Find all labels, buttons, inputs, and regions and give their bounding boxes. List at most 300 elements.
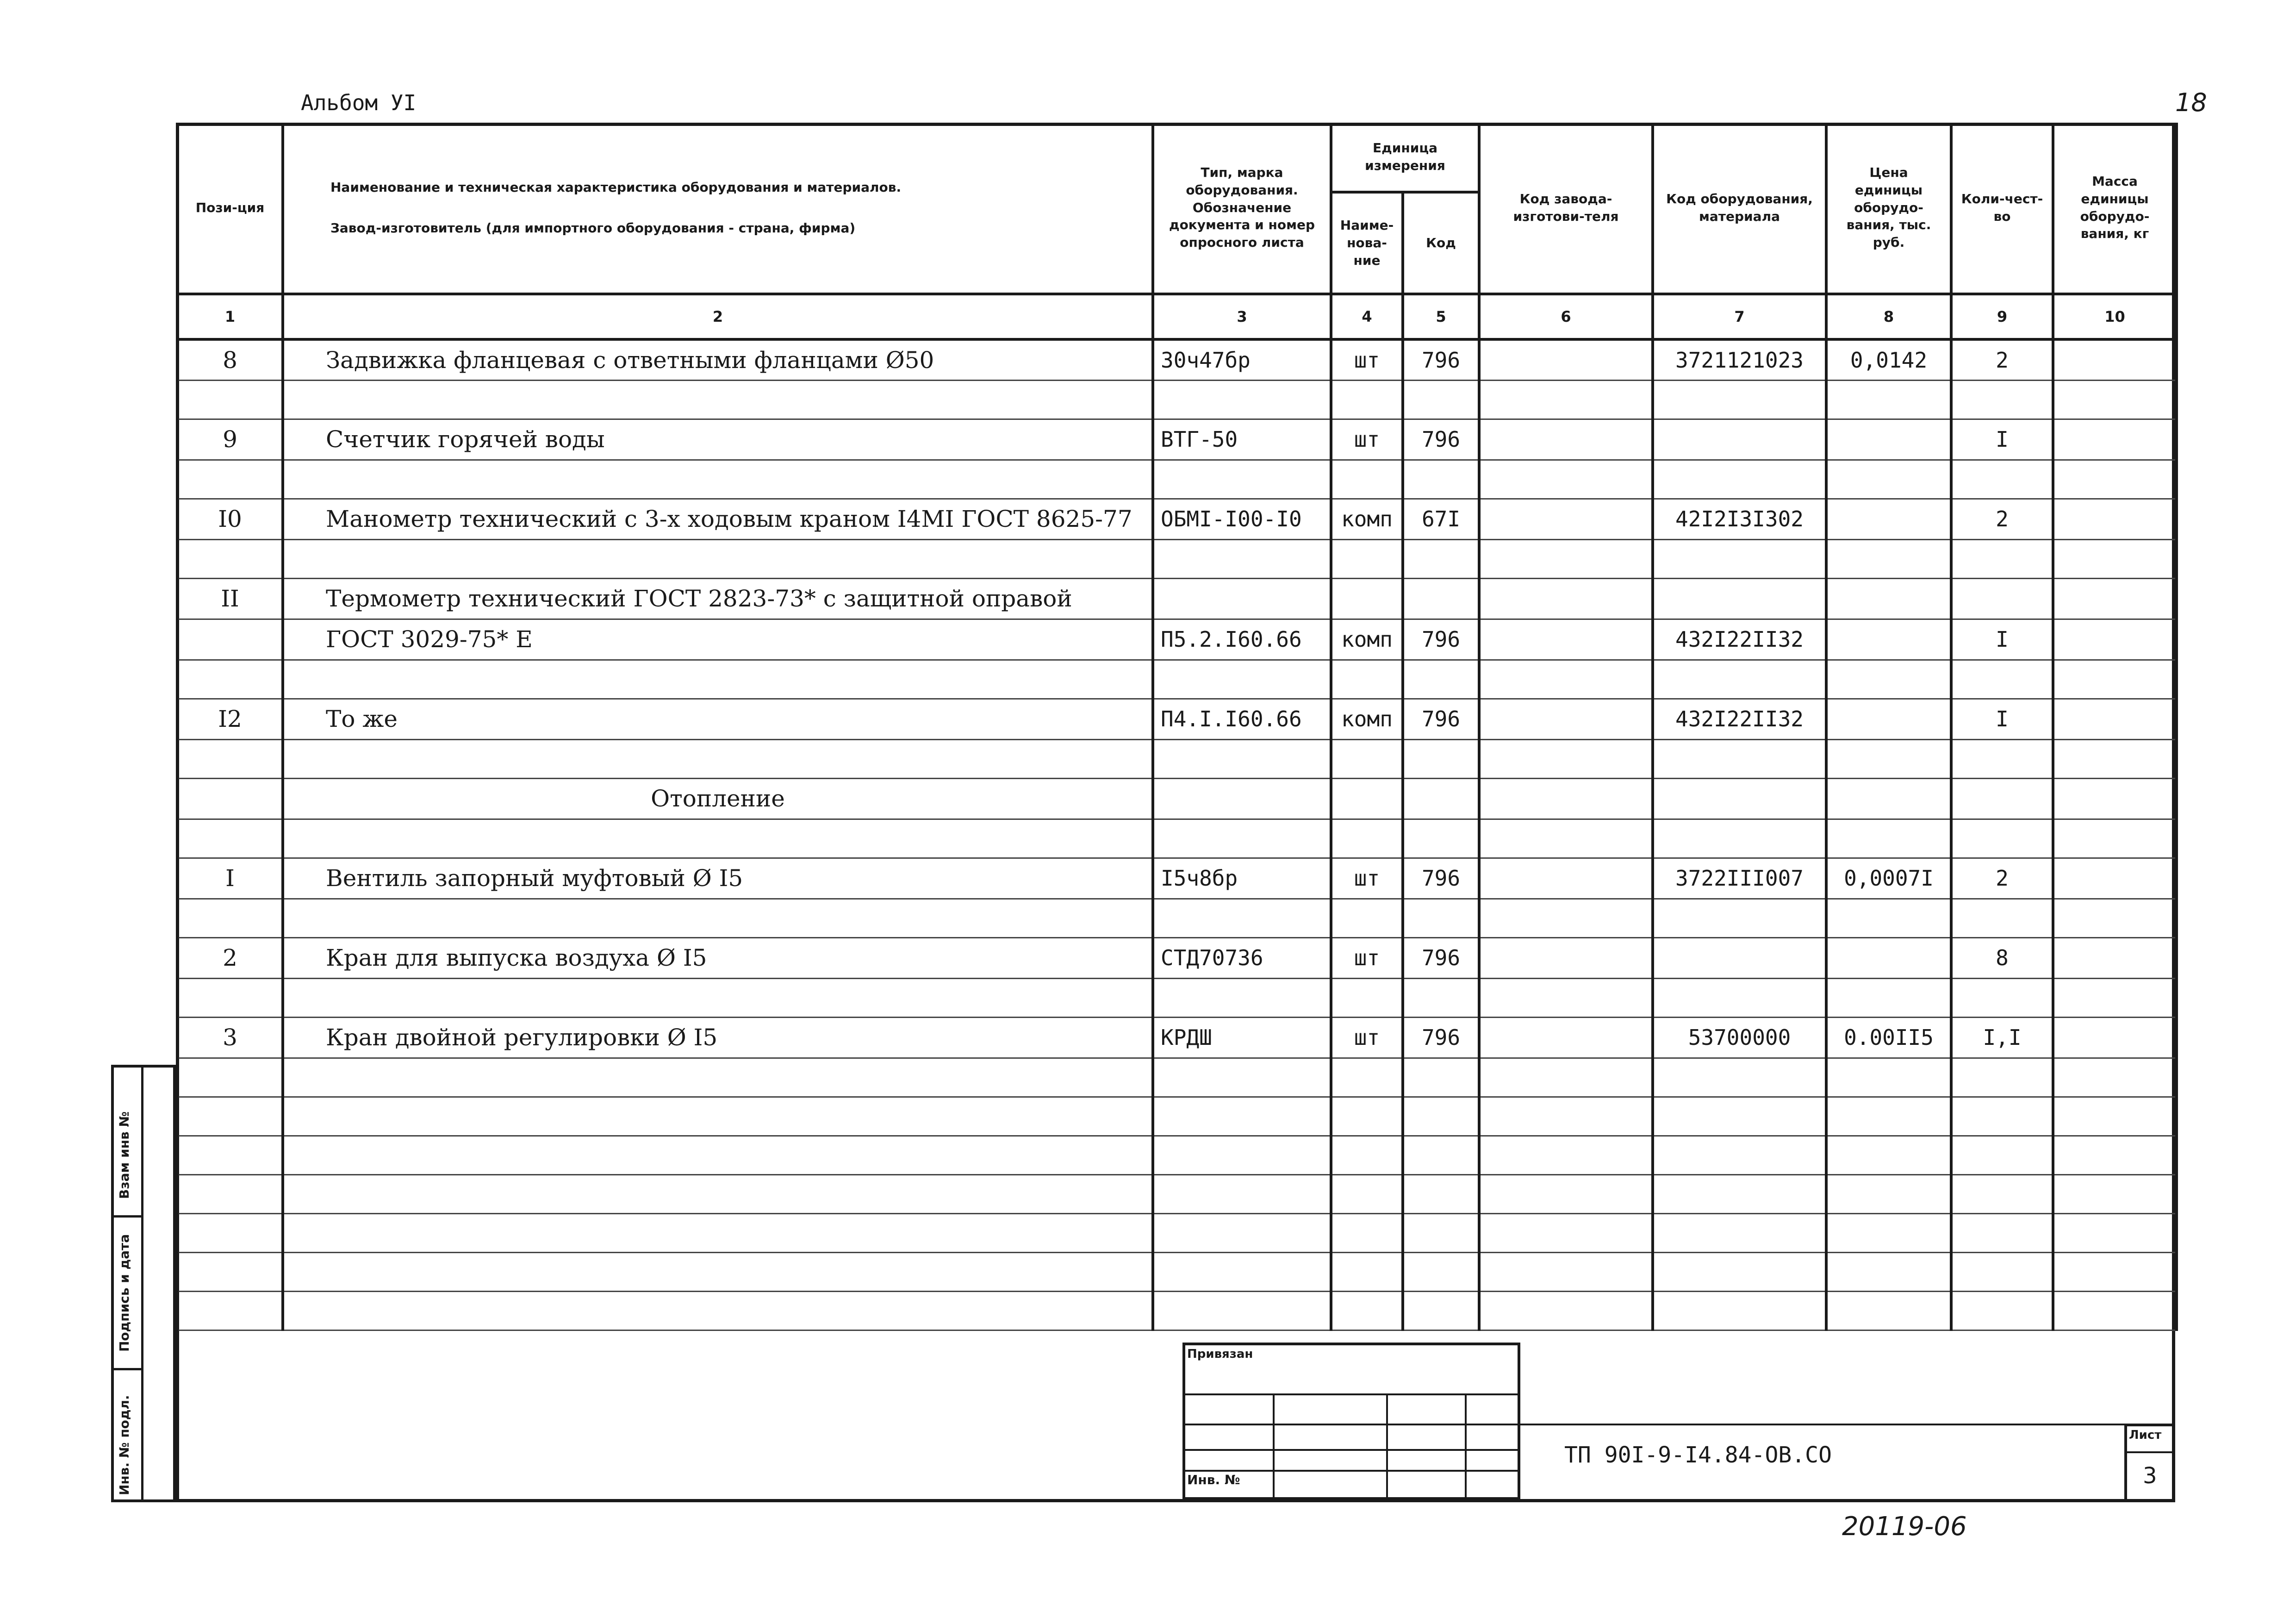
cell-type <box>1153 578 1331 619</box>
cell-qty: 8 <box>1951 937 2053 978</box>
cell-pos: I <box>177 858 283 899</box>
empty-cell <box>1403 460 1479 499</box>
stamp-rule <box>1273 1393 1275 1500</box>
empty-cell <box>1653 978 1826 1017</box>
empty-cell <box>1403 1097 1479 1136</box>
empty-cell <box>2053 380 2177 419</box>
empty-cell <box>2053 899 2177 937</box>
empty-cell <box>1826 660 1951 699</box>
empty-cell <box>1653 1174 1826 1213</box>
col-number: 4 <box>1331 294 1403 339</box>
header-position: Пози-ция <box>177 123 283 294</box>
cell-ucode: 796 <box>1403 339 1479 380</box>
empty-cell <box>1331 660 1403 699</box>
cell-unit <box>1331 778 1403 819</box>
empty-cell <box>1479 1058 1653 1097</box>
empty-cell <box>1331 1291 1403 1330</box>
empty-cell <box>177 1136 283 1174</box>
empty-cell <box>1826 1058 1951 1097</box>
empty-cell <box>1951 1213 2053 1252</box>
empty-cell <box>283 660 1153 699</box>
blank-row <box>177 1097 2177 1136</box>
empty-cell <box>1479 660 1653 699</box>
empty-cell <box>1479 899 1653 937</box>
empty-cell <box>177 460 283 499</box>
empty-cell <box>1331 1252 1403 1291</box>
blank-row <box>177 1291 2177 1330</box>
empty-cell <box>1403 539 1479 578</box>
cell-mcode <box>1479 699 1653 739</box>
header-equipment-code: Код оборудования, материала <box>1653 123 1826 294</box>
cell-qty: 2 <box>1951 339 2053 380</box>
empty-cell <box>1331 819 1403 858</box>
cell-price: 0,0007I <box>1826 858 1951 899</box>
cell-qty: 2 <box>1951 858 2053 899</box>
cell-mass <box>2053 699 2177 739</box>
stamp-rule <box>1386 1393 1388 1500</box>
empty-cell <box>1951 978 2053 1017</box>
cell-mcode <box>1479 1017 1653 1058</box>
sheet-label: Лист <box>2129 1428 2162 1442</box>
empty-cell <box>2053 1252 2177 1291</box>
empty-cell <box>2053 1097 2177 1136</box>
cell-name: Вентиль запорный муфтовый Ø I5 <box>283 858 1153 899</box>
empty-cell <box>2053 1058 2177 1097</box>
empty-cell <box>283 978 1153 1017</box>
empty-cell <box>1331 739 1403 778</box>
empty-cell <box>1403 1174 1479 1213</box>
cell-pos: 9 <box>177 419 283 460</box>
cell-mass <box>2053 499 2177 539</box>
empty-cell <box>1826 1136 1951 1174</box>
cell-mcode <box>1479 339 1653 380</box>
stamp-rule <box>1185 1424 1518 1425</box>
empty-cell <box>1153 1058 1331 1097</box>
cell-qty: 2 <box>1951 499 2053 539</box>
cell-qty: I <box>1951 419 2053 460</box>
cell-qty: I <box>1951 699 2053 739</box>
spacer-row <box>177 899 2177 937</box>
side-label-inv: Инв. № подл. <box>117 1395 132 1495</box>
empty-cell <box>1951 660 2053 699</box>
col-number: 9 <box>1951 294 2053 339</box>
cell-eqcode: 432I22II32 <box>1653 619 1826 660</box>
blank-row <box>177 1174 2177 1213</box>
cell-price <box>1826 419 1951 460</box>
empty-cell <box>1826 1291 1951 1330</box>
cell-mass <box>2053 858 2177 899</box>
empty-cell <box>1403 819 1479 858</box>
header-unit: Единица измерения <box>1331 123 1479 192</box>
header-unit-code: Код <box>1403 192 1479 294</box>
empty-cell <box>1653 739 1826 778</box>
empty-cell <box>1951 1136 2053 1174</box>
empty-cell <box>1951 1058 2053 1097</box>
cell-price <box>1826 619 1951 660</box>
col-number: 2 <box>283 294 1153 339</box>
cell-qty: I,I <box>1951 1017 2053 1058</box>
empty-cell <box>2053 460 2177 499</box>
table-row <box>177 499 2177 539</box>
album-title: Альбом УI <box>301 90 417 115</box>
cell-type: I5ч8бр <box>1153 858 1331 899</box>
table-row <box>177 578 2177 619</box>
cell-price <box>1826 699 1951 739</box>
cell-pos: 8 <box>177 339 283 380</box>
cell-mass <box>2053 778 2177 819</box>
empty-cell <box>1331 1213 1403 1252</box>
empty-cell <box>2053 978 2177 1017</box>
empty-cell <box>1951 1252 2053 1291</box>
empty-cell <box>1951 819 2053 858</box>
empty-cell <box>1826 1252 1951 1291</box>
empty-cell <box>1479 739 1653 778</box>
empty-cell <box>283 460 1153 499</box>
empty-cell <box>1153 460 1331 499</box>
empty-cell <box>177 978 283 1017</box>
cell-ucode: 796 <box>1403 619 1479 660</box>
cell-eqcode <box>1653 778 1826 819</box>
empty-cell <box>1653 1136 1826 1174</box>
empty-cell <box>1479 1213 1653 1252</box>
empty-cell <box>2053 539 2177 578</box>
empty-cell <box>283 1291 1153 1330</box>
cell-mcode <box>1479 419 1653 460</box>
empty-cell <box>283 380 1153 419</box>
empty-cell <box>1153 819 1331 858</box>
spacer-row <box>177 539 2177 578</box>
cell-name: Манометр технический с 3-х ходовым краном I4MI ГОСТ 8625-77 <box>283 499 1153 539</box>
cell-name: Термометр технический ГОСТ 2823-73* с защитной оправой <box>283 578 1153 619</box>
cell-mcode <box>1479 778 1653 819</box>
spacer-row <box>177 660 2177 699</box>
spacer-row <box>177 460 2177 499</box>
empty-cell <box>1826 819 1951 858</box>
spacer-row <box>177 1058 2177 1097</box>
empty-cell <box>1479 380 1653 419</box>
empty-cell <box>1479 978 1653 1017</box>
spacer-row <box>177 819 2177 858</box>
cell-name: Отопление <box>283 778 1153 819</box>
empty-cell <box>1951 1291 2053 1330</box>
col-number: 6 <box>1479 294 1653 339</box>
cell-mass <box>2053 419 2177 460</box>
cell-ucode: 796 <box>1403 419 1479 460</box>
cell-qty: I <box>1951 619 2053 660</box>
stamp-rule <box>1185 1470 1518 1472</box>
cell-type: П5.2.I60.66 <box>1153 619 1331 660</box>
empty-cell <box>1403 660 1479 699</box>
stamp-header: Привязан <box>1187 1347 1253 1361</box>
cell-unit: шт <box>1331 339 1403 380</box>
empty-cell <box>2053 1174 2177 1213</box>
cell-ucode <box>1403 578 1479 619</box>
empty-cell <box>1331 1097 1403 1136</box>
empty-cell <box>1479 1252 1653 1291</box>
empty-cell <box>1826 739 1951 778</box>
empty-cell <box>1153 380 1331 419</box>
empty-cell <box>1403 1291 1479 1330</box>
cell-price <box>1826 499 1951 539</box>
header-maker-code: Код завода-изготови-теля <box>1479 123 1653 294</box>
spacer-row <box>177 380 2177 419</box>
cell-ucode: 796 <box>1403 1017 1479 1058</box>
cell-ucode: 67I <box>1403 499 1479 539</box>
cell-unit: шт <box>1331 858 1403 899</box>
empty-cell <box>1479 1174 1653 1213</box>
cell-ucode <box>1403 778 1479 819</box>
cell-name: Задвижка фланцевая с ответными фланцами Ø50 <box>283 339 1153 380</box>
empty-cell <box>1826 1213 1951 1252</box>
cell-name: Счетчик горячей воды <box>283 419 1153 460</box>
empty-cell <box>1653 1252 1826 1291</box>
table-row <box>177 778 2177 819</box>
stamp-rule <box>1465 1393 1467 1500</box>
empty-cell <box>1653 660 1826 699</box>
cell-eqcode: 3722III007 <box>1653 858 1826 899</box>
cell-pos <box>177 619 283 660</box>
cell-pos: I0 <box>177 499 283 539</box>
blank-row <box>177 1136 2177 1174</box>
empty-cell <box>177 819 283 858</box>
blank-row <box>177 1252 2177 1291</box>
empty-cell <box>1826 1097 1951 1136</box>
empty-cell <box>1479 539 1653 578</box>
side-label-vzam: Взам инв № <box>117 1111 132 1199</box>
cell-unit: шт <box>1331 1017 1403 1058</box>
cell-mass <box>2053 937 2177 978</box>
empty-cell <box>1153 739 1331 778</box>
empty-cell <box>1653 819 1826 858</box>
cell-eqcode: 42I2I3I302 <box>1653 499 1826 539</box>
header-type: Тип, марка оборудования. Обозначение документа и номер опросного листа <box>1153 123 1331 294</box>
empty-cell <box>2053 819 2177 858</box>
empty-cell <box>283 819 1153 858</box>
empty-cell <box>177 1252 283 1291</box>
empty-cell <box>1403 1058 1479 1097</box>
header-unit-name: Наиме-нова-ние <box>1331 192 1403 294</box>
empty-cell <box>1653 899 1826 937</box>
empty-cell <box>1826 380 1951 419</box>
empty-cell <box>1653 1058 1826 1097</box>
cell-qty <box>1951 778 2053 819</box>
cell-ucode: 796 <box>1403 699 1479 739</box>
empty-cell <box>1826 1174 1951 1213</box>
empty-cell <box>177 1291 283 1330</box>
empty-cell <box>1331 539 1403 578</box>
spacer-row <box>177 978 2177 1017</box>
cell-mcode <box>1479 937 1653 978</box>
empty-cell <box>1951 1174 2053 1213</box>
cell-eqcode <box>1653 419 1826 460</box>
empty-cell <box>1951 380 2053 419</box>
cell-type: ОБМI-I00-I0 <box>1153 499 1331 539</box>
empty-cell <box>1331 978 1403 1017</box>
cell-eqcode: 53700000 <box>1653 1017 1826 1058</box>
empty-cell <box>1153 1097 1331 1136</box>
cell-unit: шт <box>1331 937 1403 978</box>
sheet-rule <box>2124 1451 2175 1453</box>
stamp-rule <box>1185 1393 1518 1395</box>
empty-cell <box>1403 1136 1479 1174</box>
empty-cell <box>1153 660 1331 699</box>
empty-cell <box>177 1213 283 1252</box>
empty-cell <box>177 1097 283 1136</box>
cell-type: СТД70736 <box>1153 937 1331 978</box>
header-mass: Масса единицы оборудо-вания, кг <box>2053 123 2177 294</box>
empty-cell <box>2053 1213 2177 1252</box>
empty-cell <box>177 660 283 699</box>
empty-cell <box>177 380 283 419</box>
empty-cell <box>283 1058 1153 1097</box>
empty-cell <box>1826 899 1951 937</box>
cell-name: Кран для выпуска воздуха Ø I5 <box>283 937 1153 978</box>
table-row <box>177 937 2177 978</box>
cell-ucode: 796 <box>1403 858 1479 899</box>
table-row <box>177 339 2177 380</box>
empty-cell <box>1951 460 2053 499</box>
empty-cell <box>177 539 283 578</box>
header-name-line2: Завод-изготовитель (для импортного оборудования - страна, фирма) <box>330 220 856 236</box>
empty-cell <box>283 739 1153 778</box>
empty-cell <box>1479 819 1653 858</box>
table-row <box>177 858 2177 899</box>
empty-cell <box>1153 1174 1331 1213</box>
empty-cell <box>1653 539 1826 578</box>
cell-name: ГОСТ 3029-75* Е <box>283 619 1153 660</box>
empty-cell <box>177 1058 283 1097</box>
empty-cell <box>1331 380 1403 419</box>
empty-cell <box>1331 1136 1403 1174</box>
cell-unit <box>1331 578 1403 619</box>
cell-type <box>1153 778 1331 819</box>
empty-cell <box>1403 739 1479 778</box>
col-number: 1 <box>177 294 283 339</box>
cell-eqcode <box>1653 937 1826 978</box>
empty-cell <box>1653 1097 1826 1136</box>
cell-price <box>1826 937 1951 978</box>
empty-cell <box>1403 1213 1479 1252</box>
cell-mass <box>2053 578 2177 619</box>
col-number: 3 <box>1153 294 1331 339</box>
cell-mass <box>2053 1017 2177 1058</box>
cell-type: КРДШ <box>1153 1017 1331 1058</box>
cell-unit: шт <box>1331 419 1403 460</box>
cell-price: 0.00II5 <box>1826 1017 1951 1058</box>
empty-cell <box>2053 739 2177 778</box>
empty-cell <box>1403 380 1479 419</box>
cell-ucode: 796 <box>1403 937 1479 978</box>
empty-cell <box>1951 1097 2053 1136</box>
cell-pos: 2 <box>177 937 283 978</box>
empty-cell <box>283 1213 1153 1252</box>
col-number: 10 <box>2053 294 2177 339</box>
empty-cell <box>1403 899 1479 937</box>
empty-cell <box>1153 1136 1331 1174</box>
empty-cell <box>1653 1213 1826 1252</box>
empty-cell <box>1653 460 1826 499</box>
empty-cell <box>1479 1291 1653 1330</box>
empty-cell <box>283 1136 1153 1174</box>
empty-cell <box>2053 1136 2177 1174</box>
empty-cell <box>283 1252 1153 1291</box>
cell-pos: 3 <box>177 1017 283 1058</box>
empty-cell <box>2053 660 2177 699</box>
handwritten-note: 20119-06 <box>1842 1512 1967 1542</box>
cell-name: Кран двойной регулировки Ø I5 <box>283 1017 1153 1058</box>
empty-cell <box>1153 978 1331 1017</box>
empty-cell <box>283 539 1153 578</box>
side-label-podpis: Подпись и дата <box>117 1234 132 1352</box>
cell-eqcode <box>1653 578 1826 619</box>
cell-type: 30ч47бр <box>1153 339 1331 380</box>
empty-cell <box>1331 1174 1403 1213</box>
empty-cell <box>1479 460 1653 499</box>
empty-cell <box>1826 460 1951 499</box>
empty-cell <box>1153 1213 1331 1252</box>
header-price: Цена единицы оборудо-вания, тыс. руб. <box>1826 123 1951 294</box>
empty-cell <box>283 899 1153 937</box>
cell-mcode <box>1479 578 1653 619</box>
cell-mcode <box>1479 499 1653 539</box>
cell-mcode <box>1479 858 1653 899</box>
empty-cell <box>1951 539 2053 578</box>
empty-cell <box>1153 1291 1331 1330</box>
cell-mass <box>2053 619 2177 660</box>
cell-pos: I2 <box>177 699 283 739</box>
empty-cell <box>1153 899 1331 937</box>
cell-unit: комп <box>1331 699 1403 739</box>
header-name <box>283 123 1153 294</box>
table-row <box>177 699 2177 739</box>
empty-cell <box>1331 1058 1403 1097</box>
cell-mcode <box>1479 619 1653 660</box>
cell-price <box>1826 778 1951 819</box>
empty-cell <box>1653 1291 1826 1330</box>
empty-cell <box>1951 899 2053 937</box>
col-number: 7 <box>1653 294 1826 339</box>
empty-cell <box>283 1174 1153 1213</box>
table-row <box>177 419 2177 460</box>
doc-code-rule <box>1520 1424 2124 1425</box>
empty-cell <box>1826 978 1951 1017</box>
cell-pos: II <box>177 578 283 619</box>
empty-cell <box>177 899 283 937</box>
cell-unit: комп <box>1331 619 1403 660</box>
stamp-inv-label: Инв. № <box>1187 1472 1240 1487</box>
empty-cell <box>1153 1252 1331 1291</box>
empty-cell <box>1951 739 2053 778</box>
document-code: ТП 90I-9-I4.84-ОВ.СО <box>1564 1442 1832 1468</box>
specification-table <box>176 123 2178 1331</box>
empty-cell <box>283 1097 1153 1136</box>
blank-row <box>177 1213 2177 1252</box>
cell-price <box>1826 578 1951 619</box>
header-quantity: Коли-чест-во <box>1951 123 2053 294</box>
empty-cell <box>1403 978 1479 1017</box>
table-row <box>177 619 2177 660</box>
empty-cell <box>1403 1252 1479 1291</box>
header-name-line1: Наименование и техническая характеристика оборудования и материалов. <box>330 179 902 195</box>
empty-cell <box>1826 539 1951 578</box>
empty-cell <box>177 739 283 778</box>
empty-cell <box>1331 460 1403 499</box>
empty-cell <box>1153 539 1331 578</box>
empty-cell <box>2053 1291 2177 1330</box>
cell-pos <box>177 778 283 819</box>
col-number: 5 <box>1403 294 1479 339</box>
cell-name: То же <box>283 699 1153 739</box>
